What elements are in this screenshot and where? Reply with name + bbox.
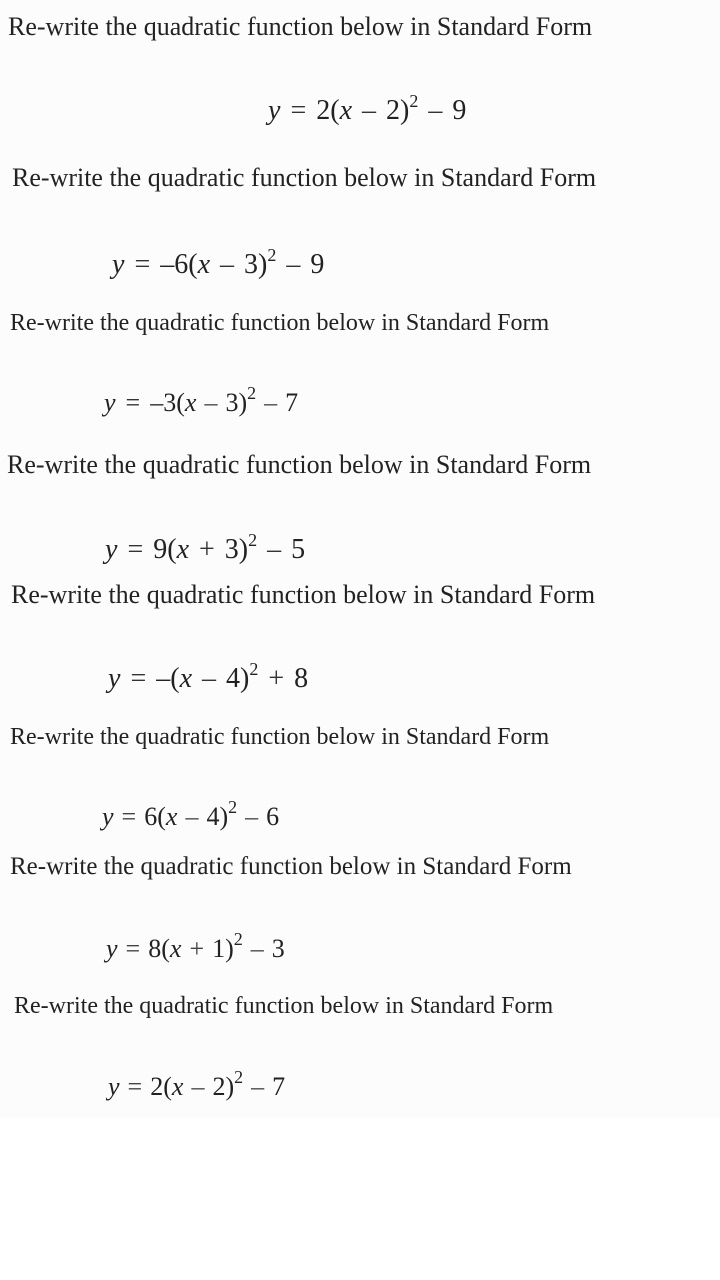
variable-x: x: [176, 534, 189, 565]
equals-sign: =: [121, 802, 137, 831]
h-value: 1: [212, 934, 226, 963]
problem-7-prompt: Re-write the quadratic function below in Standard Form: [10, 853, 572, 880]
variable-x: x: [179, 663, 192, 694]
h-value: 3: [225, 388, 239, 417]
equals-sign: =: [290, 95, 307, 126]
problem-4-equation: $y = 9(x + 3)^2 - 5$: [105, 530, 306, 565]
equation-lhs: y: [108, 663, 121, 694]
k-operator: +: [268, 663, 285, 694]
k-operator: –: [428, 95, 443, 126]
h-value: 4: [226, 663, 240, 694]
equals-sign: =: [127, 1072, 143, 1101]
variable-x: x: [171, 1072, 184, 1101]
equals-sign: =: [130, 663, 147, 694]
exponent: 2: [249, 659, 259, 679]
equation-lhs: y: [104, 388, 116, 417]
k-operator: –: [264, 388, 278, 417]
equation-lhs: y: [106, 934, 118, 963]
equation-lhs: y: [105, 534, 118, 565]
coefficient-a: –: [156, 663, 171, 694]
h-value: 3: [224, 534, 239, 565]
problem-8-equation: y = 2(x – 2)$^2$ – 7: [108, 1067, 286, 1101]
equals-sign: =: [127, 534, 144, 565]
equation-lhs: y: [112, 249, 125, 280]
k-operator: –: [250, 934, 264, 963]
problem-6-prompt: Re-write the quadratic function below in Standard Form: [10, 724, 550, 750]
h-value: 2: [386, 95, 400, 126]
coefficient-a: 6: [144, 802, 158, 831]
problem-2-equation: y = –6(x – 3)$^2$ – 9: [112, 245, 325, 280]
exponent: 2: [228, 797, 238, 817]
h-value: 2: [212, 1072, 226, 1101]
equation-lhs: y: [102, 802, 114, 831]
k-value: 5: [291, 534, 306, 565]
variable-x: x: [165, 802, 178, 831]
equals-sign: =: [125, 934, 141, 963]
coefficient-a: –3: [150, 388, 177, 417]
variable-x: x: [339, 95, 352, 126]
exponent: 2: [248, 530, 258, 550]
equation-lhs: y: [268, 95, 281, 126]
variable-x: x: [197, 249, 210, 280]
h-value: 3: [244, 249, 258, 280]
problem-8-prompt: Re-write the quadratic function below in Standard Form: [14, 993, 554, 1019]
variable-x: x: [169, 934, 182, 963]
problem-4-prompt: Re-write the quadratic function below in Standard Form: [7, 450, 592, 479]
k-value: 9: [310, 249, 325, 280]
h-operator: –: [202, 663, 216, 694]
problem-2-prompt: Re-write the quadratic function below in Standard Form: [12, 163, 597, 192]
k-value: 7: [285, 388, 299, 417]
problem-1-equation: y = 2(x – 2)$^2$ – 9: [268, 91, 467, 126]
variable-x: x: [184, 388, 197, 417]
problem-3-prompt: Re-write the quadratic function below in Standard Form: [10, 310, 550, 336]
equation-lhs: y: [108, 1072, 120, 1101]
equals-sign: =: [125, 388, 141, 417]
coefficient-a: 9: [153, 534, 168, 565]
problem-5-prompt: Re-write the quadratic function below in Standard Form: [11, 580, 596, 609]
problem-1-prompt: Re-write the quadratic function below in Standard Form: [8, 12, 593, 41]
coefficient-a: –6: [160, 249, 189, 280]
k-value: 7: [272, 1072, 286, 1101]
h-value: 4: [206, 802, 220, 831]
problem-6-equation: y = 6(x – 4)$^2$ – 6: [102, 797, 280, 831]
h-operator: –: [220, 249, 234, 280]
exponent: 2: [247, 383, 257, 403]
h-operator: –: [185, 802, 199, 831]
coefficient-a: 2: [150, 1072, 164, 1101]
equals-sign: =: [134, 249, 151, 280]
h-operator: –: [204, 388, 218, 417]
problem-7-equation: $y = 8(x + 1)^2 - 3$: [106, 929, 285, 963]
coefficient-a: 2: [316, 95, 331, 126]
k-operator: –: [245, 802, 259, 831]
k-value: 8: [294, 663, 309, 694]
k-operator: –: [286, 249, 301, 280]
h-operator: +: [189, 934, 205, 963]
exponent: 2: [409, 91, 419, 111]
h-operator: –: [362, 95, 376, 126]
exponent: 2: [233, 929, 243, 949]
k-value: 3: [271, 934, 285, 963]
h-operator: –: [191, 1072, 205, 1101]
k-value: 9: [452, 95, 467, 126]
k-value: 6: [266, 802, 280, 831]
k-operator: –: [251, 1072, 265, 1101]
exponent: 2: [267, 245, 277, 265]
k-operator: –: [267, 534, 282, 565]
h-operator: +: [199, 534, 215, 565]
exponent: 2: [234, 1067, 244, 1087]
coefficient-a: 8: [148, 934, 162, 963]
problem-3-equation: y = –3(x – 3)$^2$ – 7: [104, 383, 299, 417]
problem-5-equation: y = –(x – 4)$^2$ + 8: [108, 659, 309, 694]
